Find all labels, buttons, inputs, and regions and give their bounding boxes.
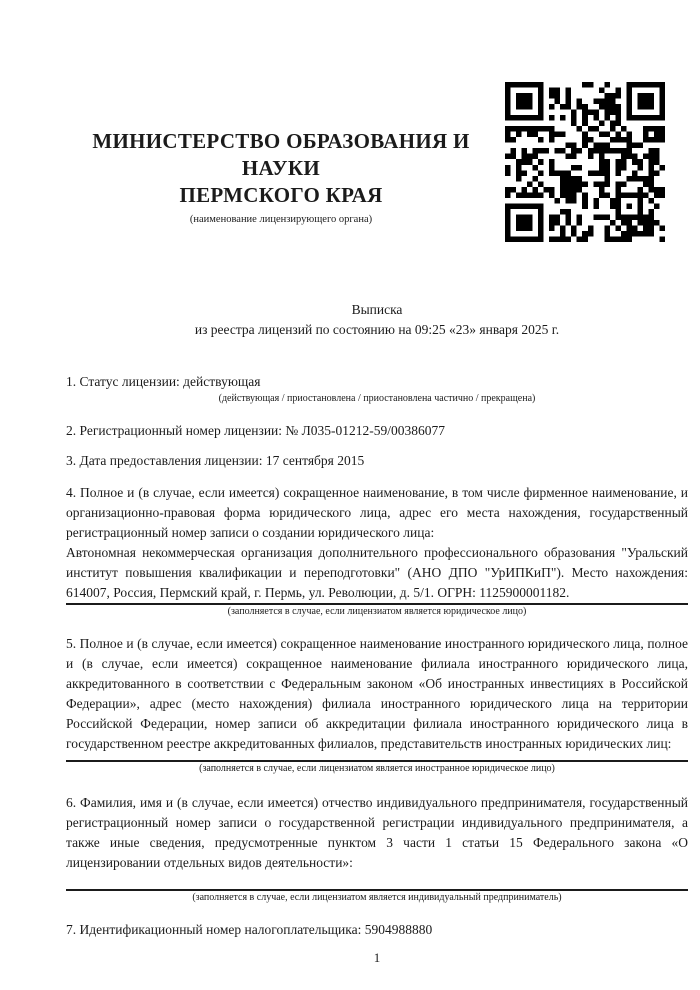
item-legal-entity [66, 483, 688, 618]
licensing-authority-caption: (наименование лицензирующего органа) [189, 214, 373, 225]
item-license-status-caption: (действующая / приостановлена / приостановлена частично / прекращена) [218, 393, 536, 404]
qr-code [505, 82, 665, 242]
document-header [0, 0, 700, 300]
item-legal-entity-caption: (заполняется в случае, если лицензиатом является юридическое лицо) [227, 606, 527, 617]
item-license-status: 1. Статус лицензии: действующая [66, 374, 261, 389]
item-license-grant-date: 3. Дата предоставления лицензии: 17 сентября 2015 [66, 453, 365, 468]
qr-code-image [505, 82, 665, 242]
ministry-name-line2: ПЕРМСКОГО КРАЯ [179, 183, 383, 207]
document-body [0, 300, 700, 968]
ministry-name-line1: МИНИСТЕРСТВО ОБРАЗОВАНИЯ И НАУКИ [92, 129, 470, 180]
item-taxpayer-id: 7. Идентификационный номер налогоплательщика: 5904988880 [66, 922, 433, 937]
item-individual-entrepreneur-question: 6. Фамилия, имя и (в случае, если имеется) отчество индивидуального предпринимателя, государственный регистрационный номер записи о государственной регистрации индивидуального предпринимателя, а также иные сведения, предусмотренные пунктом 3 части 1 статьи 15 Федерального закона «О лицензировании отдельных видов деятельности»: [66, 795, 688, 870]
item-foreign-entity-question: 5. Полное и (в случае, если имеется) сокращенное наименование иностранного юридического лица, полное и (в случае, если имеется) сокращенное наименование филиала иностранного юридического лица, аккредитованного в соответствии с Федеральным законом «Об иностранных инвестициях в Российской Федерации», адрес (место нахождения) филиала иностранного юридического лица на территории Российской Федерации, номер записи об аккредитации филиала иностранного юридического лица в государственном реестре аккредитованных филиалов, представительств иностранных юридических лиц: [66, 636, 688, 751]
item-individual-entrepreneur [66, 793, 688, 904]
item-legal-entity-question: 4. Полное и (в случае, если имеется) сокращенное наименование, в том числе фирменное наименование, и организационно-правовая форма юридического лица, адрес его места нахождения, государственный регистрационный номер записи о создании юридического лица: [66, 485, 688, 540]
document-title [66, 300, 688, 340]
page-number: 1 [373, 950, 381, 965]
document-title-line1: Выписка [351, 302, 403, 317]
item-foreign-entity-caption: (заполняется в случае, если лицензиатом является иностранное юридическое лицо) [199, 763, 555, 774]
item-legal-entity-answer: Автономная некоммерческая организация дополнительного профессионального образования "Уральский институт повышения квалификации и переподготовки" (АНО ДПО "УрИПКиП"). Место нахождения: 614007, Россия, Пермский край, г. Пермь, ул. Революции, д. 5/1. ОГРН: 1125900001182. [66, 543, 688, 605]
licensing-authority-block [66, 128, 496, 226]
document-title-line2: из реестра лицензий по состоянию на 09:25 «23» января 2025 г. [194, 322, 560, 337]
item-foreign-entity [66, 634, 688, 775]
item-registration-number: 2. Регистрационный номер лицензии: № Л035-01212-59/00386077 [66, 423, 446, 438]
item-individual-entrepreneur-caption: (заполняется в случае, если лицензиатом является индивидуальный предприниматель) [192, 892, 562, 903]
